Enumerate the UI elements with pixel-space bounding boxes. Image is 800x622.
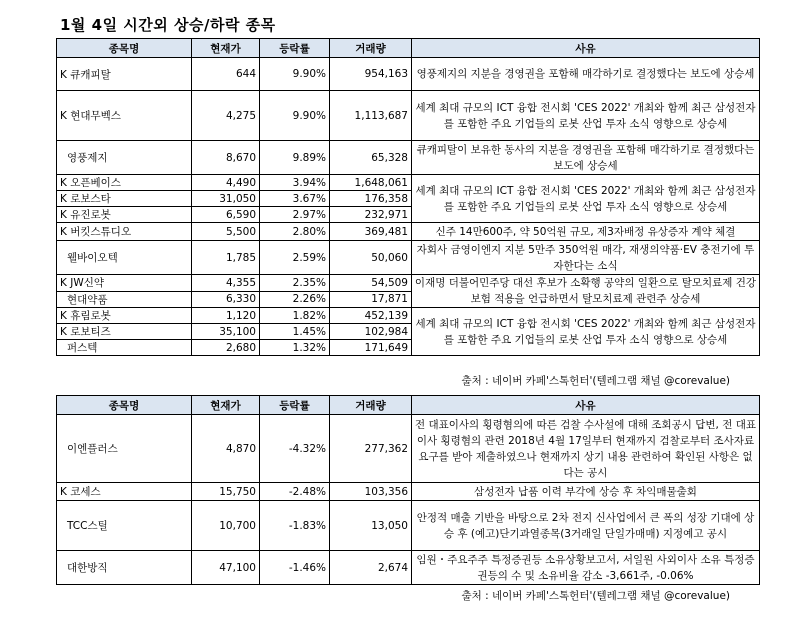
stock-reason: 세계 최대 규모의 ICT 융합 전시회 'CES 2022' 개최와 함께 최근 삼성전자를 포함한 주요 기업들의 로봇 산업 투자 소식 영향으로 상승세 — [412, 175, 760, 223]
stock-price: 6,330 — [192, 291, 260, 308]
stock-name: 현대약품 — [57, 291, 192, 308]
stock-reason: 신주 14만600주, 약 50억원 규모, 제3자배정 유상증자 계약 체결 — [412, 223, 760, 241]
stock-name: 웰바이오텍 — [57, 241, 192, 275]
col-header-volume: 거래량 — [330, 39, 412, 58]
stock-volume: 1,113,687 — [330, 91, 412, 141]
table-row — [57, 223, 760, 241]
stock-reason: 영풍제지의 지분을 경영권을 포함해 매각하기로 결정했다는 보도에 상승세 — [412, 58, 760, 91]
stock-change: 2.26% — [260, 291, 330, 308]
stock-volume: 232,971 — [330, 207, 412, 223]
stock-change: -1.83% — [260, 501, 330, 551]
rise-table — [56, 38, 760, 356]
table-row — [57, 308, 760, 324]
stock-name: K 큐캐피탈 — [57, 58, 192, 91]
stock-name: 대한방직 — [57, 551, 192, 585]
stock-change: -1.46% — [260, 551, 330, 585]
stock-volume: 50,060 — [330, 241, 412, 275]
stock-name: K 버킷스튜디오 — [57, 223, 192, 241]
stock-volume: 102,984 — [330, 324, 412, 340]
table-row — [57, 141, 760, 175]
col-header-change: 등락률 — [260, 396, 330, 415]
stock-reason: 전 대표이사의 횡령혐의에 따른 검찰 수사설에 대해 조회공시 답변, 전 대표이사 횡령혐의 관련 2018년 4월 17일부터 현재까지 검찰로부터 조사자료 요구를 받아 제출하였으나 현재까지 상기 내용 관련하여 확인된 사항은 없다는 공시 — [412, 415, 760, 483]
stock-price: 31,050 — [192, 191, 260, 207]
stock-volume: 13,050 — [330, 501, 412, 551]
stock-change: 9.90% — [260, 91, 330, 141]
stock-price: 4,490 — [192, 175, 260, 191]
stock-name: 퍼스텍 — [57, 340, 192, 356]
stock-volume: 954,163 — [330, 58, 412, 91]
stock-change: 1.45% — [260, 324, 330, 340]
stock-volume: 171,649 — [330, 340, 412, 356]
table-row — [57, 415, 760, 483]
stock-reason: 큐캐피탈이 보유한 동사의 지분을 경영권을 포함해 매각하기로 결정했다는 보도에 상승세 — [412, 141, 760, 175]
stock-price: 1,785 — [192, 241, 260, 275]
stock-price: 6,590 — [192, 207, 260, 223]
table-header — [57, 39, 760, 58]
col-header-name: 종목명 — [57, 39, 192, 58]
stock-change: -4.32% — [260, 415, 330, 483]
stock-reason: 세계 최대 규모의 ICT 융합 전시회 'CES 2022' 개최와 함께 최근 삼성전자를 포함한 주요 기업들의 로봇 산업 투자 소식 영향으로 상승세 — [412, 91, 760, 141]
table-row — [57, 275, 760, 292]
stock-reason: 안정적 매출 기반을 바탕으로 2차 전지 신사업에서 큰 폭의 성장 기대에 상승 후 (예고)단기과열종목(3거래일 단일가매매) 지정예고 공시 — [412, 501, 760, 551]
stock-change: 2.80% — [260, 223, 330, 241]
stock-name: K 현대무벡스 — [57, 91, 192, 141]
stock-name: K 유진로봇 — [57, 207, 192, 223]
source-credit: 출처 : 네이버 카페'스톡헌터'(텔레그램 채널 @corevalue) — [461, 375, 730, 387]
stock-volume: 103,356 — [330, 483, 412, 501]
stock-change: -2.48% — [260, 483, 330, 501]
stock-name: K 휴림로봇 — [57, 308, 192, 324]
stock-price: 4,870 — [192, 415, 260, 483]
stock-price: 4,275 — [192, 91, 260, 141]
stock-volume: 2,674 — [330, 551, 412, 585]
col-header-change: 등락률 — [260, 39, 330, 58]
table-row — [57, 91, 760, 141]
stock-price: 2,680 — [192, 340, 260, 356]
col-header-reason: 사유 — [412, 39, 760, 58]
stock-change: 3.67% — [260, 191, 330, 207]
stock-price: 15,750 — [192, 483, 260, 501]
stock-name: 이엔플러스 — [57, 415, 192, 483]
stock-change: 1.82% — [260, 308, 330, 324]
stock-price: 35,100 — [192, 324, 260, 340]
stock-volume: 277,362 — [330, 415, 412, 483]
stock-price: 1,120 — [192, 308, 260, 324]
table-row — [57, 175, 760, 191]
col-header-reason: 사유 — [412, 396, 760, 415]
stock-volume: 65,328 — [330, 141, 412, 175]
stock-reason: 삼성전자 납품 이력 부각에 상승 후 차익매물출회 — [412, 483, 760, 501]
col-header-price: 현재가 — [192, 39, 260, 58]
stock-volume: 176,358 — [330, 191, 412, 207]
stock-name: K 코세스 — [57, 483, 192, 501]
stock-reason: 임원・주요주주 특정증권등 소유상황보고서, 서일원 사외이사 소유 특정증권등의 수 및 소유비율 감소 -3,661주, -0.06% — [412, 551, 760, 585]
table-row — [57, 58, 760, 91]
page-title: 1월 4일 시간외 상승/하락 종목 — [60, 16, 276, 34]
stock-name: K 로보스타 — [57, 191, 192, 207]
stock-price: 4,355 — [192, 275, 260, 292]
col-header-volume: 거래량 — [330, 396, 412, 415]
stock-name: K 로보티즈 — [57, 324, 192, 340]
stock-change: 9.90% — [260, 58, 330, 91]
stock-reason: 이재명 더불어민주당 대선 후보가 소확행 공약의 일환으로 탈모치료제 건강보험 적용을 언급하면서 탈모치료제 관련주 상승세 — [412, 275, 760, 308]
stock-price: 644 — [192, 58, 260, 91]
stock-volume: 17,871 — [330, 291, 412, 308]
stock-change: 1.32% — [260, 340, 330, 356]
stock-change: 2.35% — [260, 275, 330, 292]
stock-reason: 세계 최대 규모의 ICT 융합 전시회 'CES 2022' 개최와 함께 최근 삼성전자를 포함한 주요 기업들의 로봇 산업 투자 소식 영향으로 상승세 — [412, 308, 760, 356]
stock-price: 8,670 — [192, 141, 260, 175]
stock-name: K JW신약 — [57, 275, 192, 292]
table-row — [57, 241, 760, 275]
stock-price: 10,700 — [192, 501, 260, 551]
table-header — [57, 396, 760, 415]
stock-name: 영풍제지 — [57, 141, 192, 175]
stock-volume: 452,139 — [330, 308, 412, 324]
col-header-name: 종목명 — [57, 396, 192, 415]
stock-change: 2.59% — [260, 241, 330, 275]
stock-change: 3.94% — [260, 175, 330, 191]
stock-volume: 54,509 — [330, 275, 412, 292]
stock-price: 5,500 — [192, 223, 260, 241]
stock-change: 2.97% — [260, 207, 330, 223]
stock-price: 47,100 — [192, 551, 260, 585]
fall-table — [56, 395, 760, 585]
stock-volume: 369,481 — [330, 223, 412, 241]
stock-reason: 자회사 금영이엔지 지분 5만주 350억원 매각, 재생의약품·EV 충전기에 투자한다는 소식 — [412, 241, 760, 275]
table-row — [57, 483, 760, 501]
col-header-price: 현재가 — [192, 396, 260, 415]
table-row — [57, 551, 760, 585]
source-credit: 출처 : 네이버 카페'스톡헌터'(텔레그램 채널 @corevalue) — [461, 590, 730, 602]
stock-volume: 1,648,061 — [330, 175, 412, 191]
stock-change: 9.89% — [260, 141, 330, 175]
table-row — [57, 501, 760, 551]
stock-name: K 오픈베이스 — [57, 175, 192, 191]
stock-name: TCC스틸 — [57, 501, 192, 551]
